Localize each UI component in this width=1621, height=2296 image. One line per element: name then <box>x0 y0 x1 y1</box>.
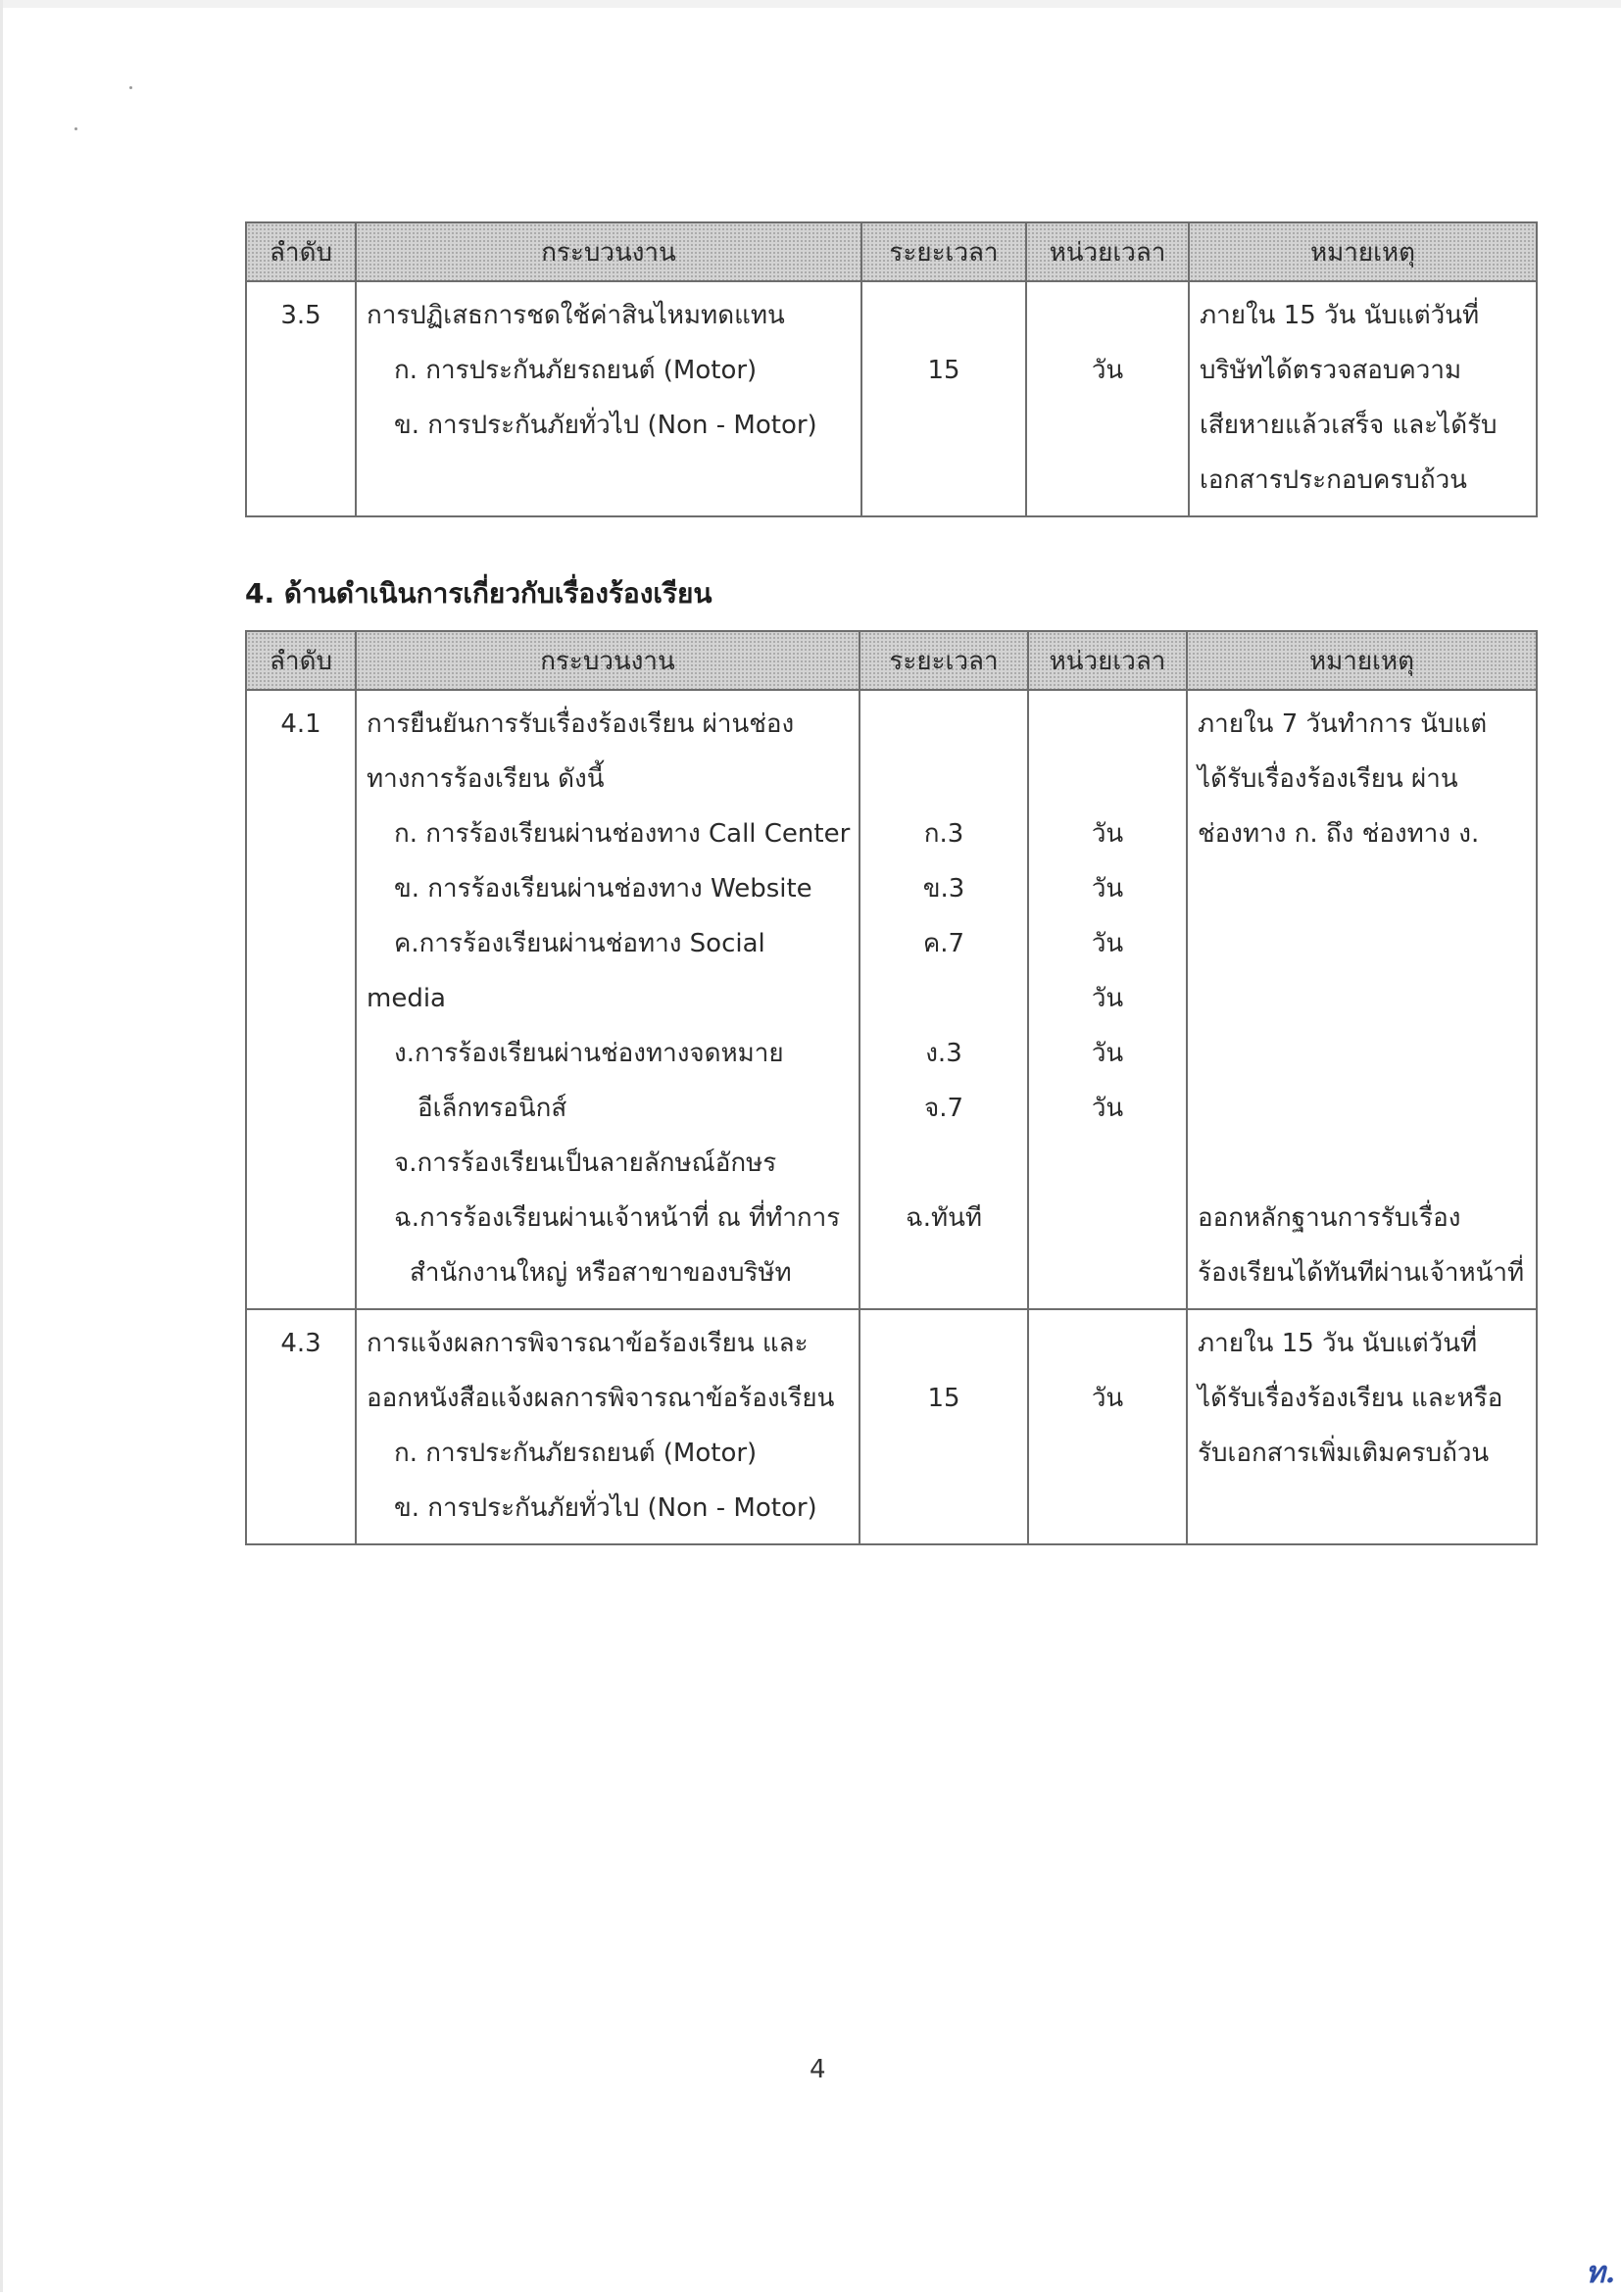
process-line: ข. การประกันภัยทั่วไป (Non - Motor) <box>394 1493 817 1523</box>
process-line: ออกหนังสือแจ้งผลการพิจารณาข้อร้องเรียน <box>367 1384 835 1413</box>
process-line: ก. การประกันภัยรถยนต์ (Motor) <box>394 356 758 385</box>
header-duration: ระยะเวลา <box>861 222 1026 281</box>
unit-value: วัน <box>1091 874 1124 904</box>
remark-line: รับเอกสารเพิ่มเติมครบถ้วน <box>1198 1439 1490 1468</box>
unit-cell <box>1028 690 1187 1309</box>
table-complaints-timeline <box>245 630 1538 1545</box>
unit-cell <box>1028 1309 1187 1544</box>
handwritten-initials: ท. <box>1586 2256 1616 2290</box>
unit-value: วัน <box>1091 984 1124 1013</box>
duration-value: ข.3 <box>922 874 965 904</box>
remark-line: บริษัทได้ตรวจสอบความ <box>1200 356 1462 385</box>
header-unit: หน่วยเวลา <box>1028 631 1187 690</box>
duration-value: ง.3 <box>925 1039 962 1068</box>
remark-line: ได้รับเรื่องร้องเรียน ผ่าน <box>1198 764 1458 794</box>
process-cell <box>356 1309 860 1544</box>
row-number: 3.5 <box>246 281 356 516</box>
unit-cell <box>1026 281 1189 516</box>
table-row <box>246 1309 1537 1544</box>
unit-value: วัน <box>1091 1094 1124 1123</box>
table-row <box>246 281 1537 516</box>
unit-value: วัน <box>1091 929 1124 958</box>
process-line: ก. การประกันภัยรถยนต์ (Motor) <box>394 1439 758 1468</box>
scan-border-top <box>0 0 1621 8</box>
scan-border-left <box>0 0 3 2292</box>
duration-cell <box>860 1309 1028 1544</box>
duration-value: 15 <box>927 356 960 385</box>
unit-value: วัน <box>1091 819 1124 849</box>
remark-cell <box>1189 281 1537 516</box>
remark-line: เสียหายแล้วเสร็จ และได้รับ <box>1200 411 1498 440</box>
table-claims-timeline <box>245 221 1538 517</box>
process-line: media <box>367 984 446 1013</box>
unit-value: วัน <box>1091 356 1124 385</box>
remark-cell <box>1187 1309 1537 1544</box>
page-number: 4 <box>810 2055 826 2084</box>
unit-value: วัน <box>1091 1039 1124 1068</box>
section-heading: 4. ด้านดำเนินการเกี่ยวกับเรื่องร้องเรียน <box>245 577 712 610</box>
remark-line: ภายใน 7 วันทำการ นับแต่ <box>1198 709 1488 739</box>
remark-line: ร้องเรียนได้ทันทีผ่านเจ้าหน้าที่ <box>1198 1258 1525 1288</box>
process-line: อีเล็กทรอนิกส์ <box>418 1094 567 1123</box>
row-number: 4.1 <box>246 690 356 1309</box>
remark-line: ภายใน 15 วัน นับแต่วันที่ <box>1198 1329 1478 1358</box>
process-cell <box>356 690 860 1309</box>
table-header-row <box>246 222 1537 281</box>
unit-value: วัน <box>1091 1384 1124 1413</box>
process-line: จ.การร้องเรียนเป็นลายลักษณ์อักษร <box>394 1148 777 1178</box>
table-row <box>246 690 1537 1309</box>
duration-value: ก.3 <box>923 819 964 849</box>
process-line: สำนักงานใหญ่ หรือสาขาของบริษัท <box>410 1258 792 1288</box>
duration-value: 15 <box>927 1384 960 1413</box>
duration-cell <box>861 281 1026 516</box>
scan-speck <box>74 127 77 130</box>
remark-line: ออกหลักฐานการรับเรื่อง <box>1198 1203 1461 1233</box>
duration-value: ค.7 <box>922 929 965 958</box>
remark-line: ได้รับเรื่องร้องเรียน และหรือ <box>1198 1384 1503 1413</box>
table-header-row <box>246 631 1537 690</box>
header-unit: หน่วยเวลา <box>1026 222 1189 281</box>
header-order: ลำดับ <box>246 631 356 690</box>
remark-line: ภายใน 15 วัน นับแต่วันที่ <box>1200 301 1480 330</box>
header-process: กระบวนงาน <box>356 631 860 690</box>
header-process: กระบวนงาน <box>356 222 861 281</box>
process-line: ก. การร้องเรียนผ่านช่องทาง Call Center <box>394 819 851 849</box>
process-line: การปฏิเสธการชดใช้ค่าสินไหมทดแทน <box>367 301 785 330</box>
duration-value: จ.7 <box>923 1094 964 1123</box>
remark-line: ช่องทาง ก. ถึง ช่องทาง ง. <box>1198 819 1480 849</box>
remark-cell <box>1187 690 1537 1309</box>
header-order: ลำดับ <box>246 222 356 281</box>
process-line: ค.การร้องเรียนผ่านช่อทาง Social <box>394 929 765 958</box>
process-line: ทางการร้องเรียน ดังนี้ <box>367 764 605 794</box>
process-line: ข. การร้องเรียนผ่านช่องทาง Website <box>394 874 812 904</box>
process-line: การแจ้งผลการพิจารณาข้อร้องเรียน และ <box>367 1329 809 1358</box>
header-duration: ระยะเวลา <box>860 631 1028 690</box>
process-line: ง.การร้องเรียนผ่านช่องทางจดหมาย <box>394 1039 784 1068</box>
duration-cell <box>860 690 1028 1309</box>
process-line: การยืนยันการรับเรื่องร้องเรียน ผ่านช่อง <box>367 709 795 739</box>
remark-line: เอกสารประกอบครบถ้วน <box>1200 465 1467 495</box>
header-remark: หมายเหตุ <box>1187 631 1537 690</box>
header-remark: หมายเหตุ <box>1189 222 1537 281</box>
process-line: ข. การประกันภัยทั่วไป (Non - Motor) <box>394 411 817 440</box>
process-line: ฉ.การร้องเรียนผ่านเจ้าหน้าที่ ณ ที่ทำการ <box>394 1203 841 1233</box>
scan-speck <box>129 86 132 89</box>
duration-value: ฉ.ทันที <box>905 1203 983 1233</box>
row-number: 4.3 <box>246 1309 356 1544</box>
process-cell <box>356 281 861 516</box>
